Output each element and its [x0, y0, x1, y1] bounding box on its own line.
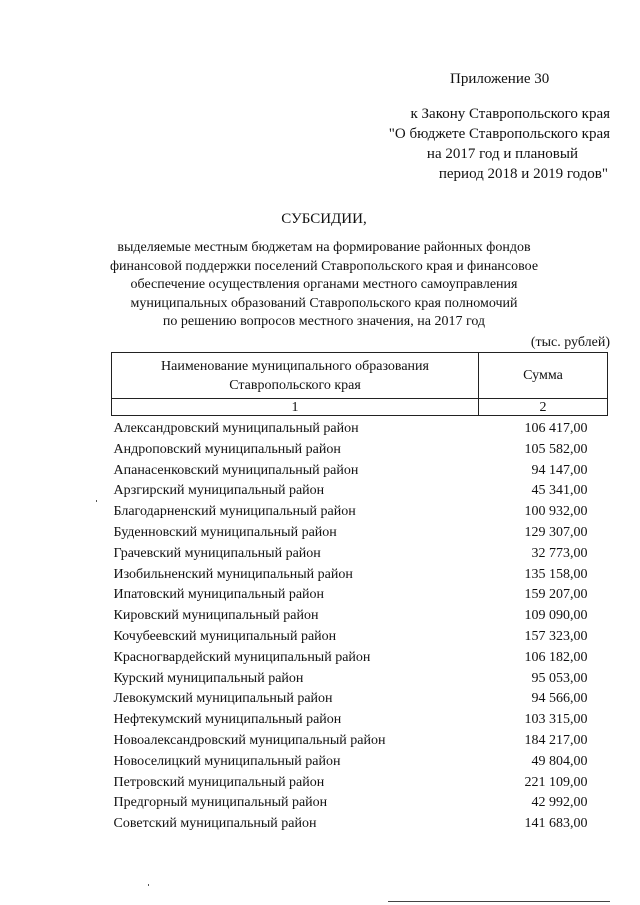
table-row	[112, 416, 608, 440]
subsidy-amount: 100 932,00	[524, 504, 588, 520]
subsidy-amount: 184 217,00	[524, 732, 588, 748]
table-row	[112, 814, 608, 835]
district-name: Нефтекумский муниципальный район	[113, 712, 342, 728]
subsidy-amount: 106 182,00	[524, 649, 588, 665]
column-header-name-line: Ставропольского края	[229, 377, 361, 393]
district-name: Петровский муниципальный район	[113, 774, 325, 790]
law-reference-line: к Закону Ставропольского края	[410, 106, 610, 122]
document-title: СУБСИДИИ,	[281, 211, 367, 227]
subsidy-amount: 32 773,00	[531, 545, 588, 561]
table-row	[112, 689, 608, 710]
document-subtitle	[0, 239, 640, 332]
subsidy-amount: 105 582,00	[524, 441, 588, 457]
subsidy-amount: 106 417,00	[524, 421, 588, 436]
table-row	[112, 773, 608, 794]
subsidy-amount: 95 053,00	[531, 670, 588, 686]
subsidy-amount: 103 315,00	[524, 712, 588, 728]
subsidy-table	[111, 352, 608, 835]
column-number-row	[112, 399, 608, 416]
table-row	[112, 606, 608, 627]
table-row	[112, 793, 608, 814]
table-row	[112, 502, 608, 523]
table-row	[112, 565, 608, 586]
subsidy-amount: 42 992,00	[531, 795, 588, 811]
subtitle-line: по решению вопросов местного значения, на 2017 год	[162, 314, 486, 330]
column-header-name-line: Наименование муниципального образования	[161, 358, 429, 374]
district-name: Советский муниципальный район	[113, 816, 317, 832]
scan-artifact	[148, 884, 149, 886]
column-number: 2	[478, 399, 607, 416]
table-row	[112, 523, 608, 544]
scan-artifact	[96, 500, 97, 502]
table-body	[112, 416, 608, 835]
district-name: Курский муниципальный район	[113, 670, 304, 686]
appendix-title: Приложение 30	[450, 71, 550, 87]
district-name: Буденновский муниципальный район	[113, 524, 337, 540]
subsidy-amount: 94 566,00	[531, 691, 588, 707]
district-name: Ипатовский муниципальный район	[113, 587, 325, 603]
law-reference-line: "О бюджете Ставропольского края	[388, 126, 610, 142]
district-name: Андроповский муниципальный район	[113, 441, 341, 457]
table-row	[112, 648, 608, 669]
table-row	[112, 752, 608, 773]
district-name: Красногвардейский муниципальный район	[113, 649, 371, 665]
table-header	[112, 353, 608, 416]
table-row	[112, 731, 608, 752]
units-label: (тыс. рублей)	[530, 335, 610, 350]
subsidy-amount: 109 090,00	[524, 608, 588, 624]
subsidy-amount: 135 158,00	[524, 566, 588, 582]
district-name: Александровский муниципальный район	[113, 421, 359, 436]
table-row	[112, 461, 608, 482]
subtitle-line: выделяемые местным бюджетам на формирование районных фондов	[117, 240, 531, 255]
district-name: Благодарненский муниципальный район	[113, 504, 356, 520]
table-header-row	[112, 353, 608, 399]
district-name: Предгорный муниципальный район	[113, 795, 328, 811]
district-name: Новоселицкий муниципальный район	[113, 753, 341, 769]
subsidy-amount: 45 341,00	[531, 483, 588, 499]
subsidy-amount: 94 147,00	[531, 462, 588, 478]
district-name: Изобильненский муниципальный район	[113, 566, 353, 582]
table-row	[112, 710, 608, 731]
table-row	[112, 627, 608, 648]
law-reference-line: на 2017 год и плановый	[426, 146, 578, 162]
table-row	[112, 481, 608, 502]
subtitle-line: обеспечение осуществления органами местного самоуправления	[130, 277, 518, 293]
district-name: Новоалександровский муниципальный район	[113, 732, 386, 748]
district-name: Кочубеевский муниципальный район	[113, 628, 337, 644]
subsidy-amount: 221 109,00	[524, 774, 588, 790]
column-header-sum: Сумма	[478, 353, 607, 399]
law-reference	[280, 104, 610, 184]
district-name: Апанасенковский муниципальный район	[113, 462, 359, 478]
subsidy-amount: 141 683,00	[524, 816, 588, 832]
subsidy-amount: 159 207,00	[524, 587, 588, 603]
table-row	[112, 544, 608, 565]
table-row	[112, 669, 608, 690]
district-name: Кировский муниципальный район	[113, 608, 319, 624]
column-number: 1	[112, 399, 479, 416]
law-reference-line: период 2018 и 2019 годов"	[438, 166, 608, 182]
subsidy-amount: 49 804,00	[531, 753, 588, 769]
table-row	[112, 585, 608, 606]
district-name: Левокумский муниципальный район	[113, 691, 333, 707]
subtitle-line: муниципальных образований Ставропольского края полномочий	[130, 295, 518, 311]
subtitle-line: финансовой поддержки поселений Ставропольского края и финансовое	[109, 258, 539, 274]
bottom-rule	[388, 901, 610, 902]
district-name: Арзгирский муниципальный район	[113, 483, 325, 499]
subsidy-amount: 157 323,00	[524, 628, 588, 644]
table-row	[112, 440, 608, 461]
column-header-name	[112, 353, 479, 399]
subsidy-amount: 129 307,00	[524, 524, 588, 540]
district-name: Грачевский муниципальный район	[113, 545, 321, 561]
